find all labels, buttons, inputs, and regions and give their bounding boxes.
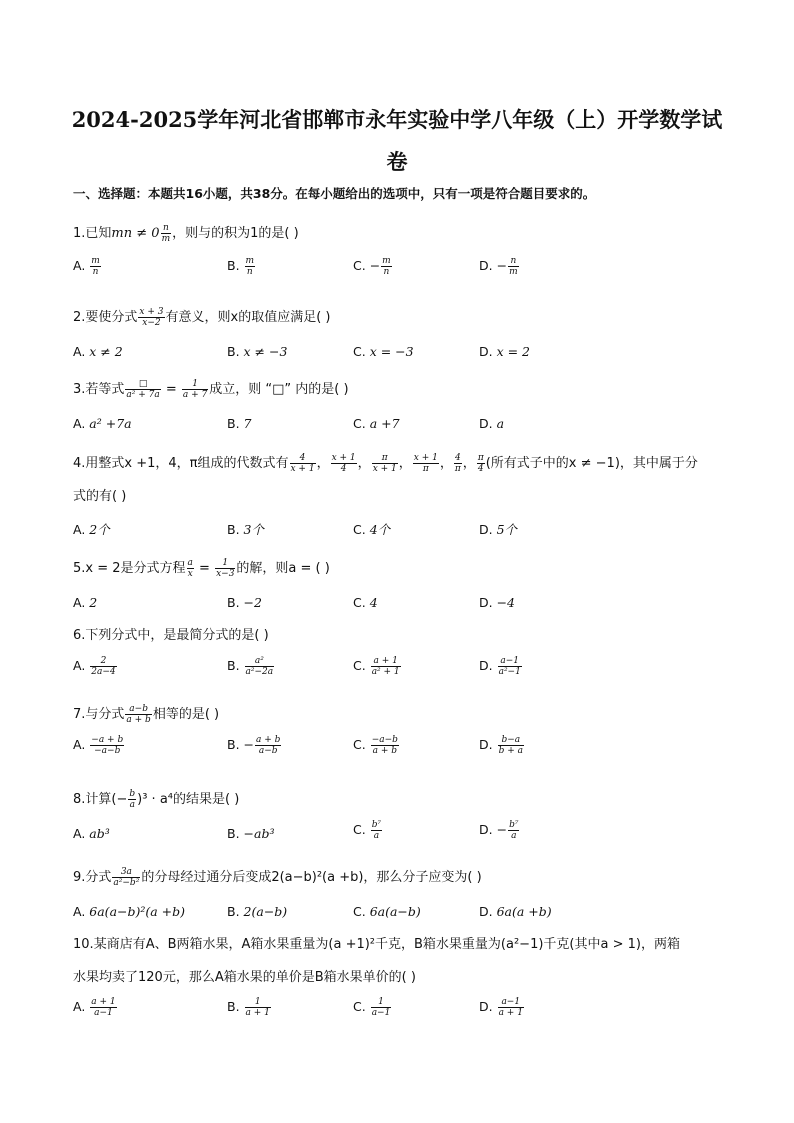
question-8-option-b[interactable] xyxy=(227,826,274,841)
question-4-stem-line2: 式的有( ) xyxy=(73,489,127,504)
option-value: 4个 xyxy=(369,522,391,537)
option-fraction-denominator: m xyxy=(509,267,518,277)
option-value: 2(a−b) xyxy=(243,904,288,919)
expression-fraction-denominator: x + 1 xyxy=(372,464,397,474)
question-1-option-c[interactable] xyxy=(353,256,393,277)
exam-title-line2: 卷 xyxy=(386,149,408,174)
expression-fraction xyxy=(331,453,357,474)
option-fraction-numerator: m xyxy=(245,256,255,266)
question-text: 的结果是( ) xyxy=(173,792,240,807)
option-fraction xyxy=(498,997,524,1018)
question-10-option-d[interactable] xyxy=(479,997,525,1018)
option-letter: A. xyxy=(73,658,90,673)
expression-fraction xyxy=(372,453,398,474)
question-text: 若等式 xyxy=(85,382,125,397)
option-letter: A. xyxy=(73,595,90,610)
option-letter: C. xyxy=(353,416,370,431)
option-letter: D. xyxy=(479,737,497,752)
question-number: 6. xyxy=(73,628,86,643)
option-letter: B. xyxy=(227,999,244,1014)
exam-title-line1: 2024-2025学年河北省邯郸市永年实验中学八年级（上）开学数学试 xyxy=(71,107,723,132)
question-5-option-a[interactable] xyxy=(73,595,97,610)
option-fraction xyxy=(371,656,401,677)
option-fraction xyxy=(371,735,399,756)
option-letter: D. xyxy=(479,658,497,673)
question-text: 要使分式 xyxy=(85,310,138,325)
option-fraction xyxy=(498,656,522,677)
question-1-option-a[interactable] xyxy=(73,256,102,277)
option-value: a² +7a xyxy=(89,416,132,431)
option-value: 2个 xyxy=(89,522,110,537)
question-text: 成立，则 “□” 内的是( ) xyxy=(209,382,349,397)
option-letter: C. xyxy=(353,658,370,673)
option-fraction-denominator: n xyxy=(246,267,253,277)
question-number: 2. xyxy=(73,310,86,325)
expression-fraction-numerator: π xyxy=(477,453,484,463)
separator: ， xyxy=(462,456,476,471)
option-value: a +7 xyxy=(369,416,400,431)
question-10-option-c[interactable] xyxy=(353,997,392,1018)
question-5-option-d[interactable] xyxy=(479,595,515,610)
option-value: x ≠ −3 xyxy=(243,344,288,359)
option-fraction-denominator: a−1 xyxy=(371,1008,391,1018)
question-text: 的积为1的是( ) xyxy=(211,226,299,241)
question-1-option-d[interactable] xyxy=(479,256,520,277)
question-fraction xyxy=(187,558,194,579)
option-fraction xyxy=(498,735,524,756)
question-fraction-numerator: 1 xyxy=(182,379,208,390)
option-value: ab³ xyxy=(89,826,110,841)
option-fraction-denominator: a−1 xyxy=(94,1008,113,1018)
question-fraction-numerator: a xyxy=(187,558,193,568)
option-sign: − xyxy=(243,737,255,752)
question-fraction xyxy=(215,558,235,579)
question-fraction-numerator: n xyxy=(161,223,172,234)
question-fraction xyxy=(128,789,136,810)
question-math: mn ≠ 0 xyxy=(111,226,160,241)
question-7-stem xyxy=(73,703,219,725)
question-5-stem xyxy=(73,557,330,579)
option-letter: D. xyxy=(479,416,497,431)
option-letter: D. xyxy=(479,258,497,273)
separator: ， xyxy=(439,456,453,471)
question-text: (所有式子中的x ≠ −1)，其中属于分 xyxy=(485,456,698,471)
question-2-option-b[interactable] xyxy=(227,344,287,359)
option-letter: A. xyxy=(73,344,90,359)
option-value: 4 xyxy=(369,595,378,610)
question-4-stem xyxy=(73,452,698,474)
option-fraction-numerator: a + b xyxy=(256,735,281,745)
question-fraction-numerator: x + 3 xyxy=(139,307,164,317)
option-fraction-numerator: a² xyxy=(245,656,275,667)
question-number: 9. xyxy=(73,870,86,885)
question-fraction xyxy=(125,704,151,725)
option-value: 2 xyxy=(89,595,98,610)
question-fraction-denominator: a + b xyxy=(126,715,151,725)
option-fraction-numerator: a + 1 xyxy=(91,997,116,1007)
option-fraction-numerator: b−a xyxy=(498,735,524,746)
expression-fraction xyxy=(413,453,439,474)
option-fraction-numerator: a + 1 xyxy=(371,656,401,667)
question-fraction-denominator: a² + 7a xyxy=(126,390,160,400)
question-8-option-c[interactable] xyxy=(353,820,383,841)
option-fraction-numerator: a−1 xyxy=(498,997,524,1008)
option-fraction-denominator: b + a xyxy=(498,746,523,756)
question-9-option-d[interactable] xyxy=(479,904,552,919)
option-letter: A. xyxy=(73,999,90,1014)
question-fraction-numerator: □ xyxy=(125,379,160,390)
question-fraction-numerator: 3a xyxy=(112,867,140,878)
option-letter: A. xyxy=(73,416,90,431)
option-fraction-numerator: m xyxy=(382,256,391,266)
question-number: 10. xyxy=(73,937,94,952)
question-7-option-c[interactable] xyxy=(353,735,400,756)
question-4-option-d[interactable] xyxy=(479,520,517,538)
expression-fraction xyxy=(477,453,485,474)
option-fraction-numerator: 2 xyxy=(90,656,116,667)
question-4-option-c[interactable] xyxy=(353,520,390,538)
option-fraction-numerator: n xyxy=(508,256,519,267)
option-letter: B. xyxy=(227,737,244,752)
question-fraction xyxy=(125,379,160,400)
option-value: 3个 xyxy=(243,522,264,537)
option-fraction-denominator: a + 1 xyxy=(245,1008,270,1018)
question-2-stem xyxy=(73,306,330,328)
question-4-option-a[interactable] xyxy=(73,520,110,538)
option-value: x = −3 xyxy=(369,344,414,359)
option-value: x = 2 xyxy=(496,344,531,359)
expression-fraction-numerator: 4 xyxy=(454,453,461,463)
option-fraction xyxy=(90,735,124,756)
expression-fraction-numerator: π xyxy=(372,453,398,464)
question-text: 相等的是( ) xyxy=(152,707,220,722)
option-fraction-denominator: a²−2a xyxy=(245,667,274,677)
option-fraction xyxy=(245,256,256,277)
option-fraction-denominator: 2a−4 xyxy=(91,667,116,677)
question-fraction-denominator: a + 7 xyxy=(182,390,208,400)
question-1-option-b[interactable] xyxy=(227,256,256,277)
question-text: = xyxy=(194,561,215,576)
expression-fraction xyxy=(290,453,316,474)
question-text: = xyxy=(161,382,181,397)
separator: ， xyxy=(398,456,412,471)
option-fraction-denominator: n xyxy=(383,267,390,277)
section-heading: 一、选择题：本题共16小题，共38分。在每小题给出的选项中，只有一项是符合题目要求的。 xyxy=(73,186,596,201)
question-fraction-denominator: a xyxy=(129,800,135,810)
option-fraction xyxy=(90,656,116,677)
expression-fraction-denominator: x + 1 xyxy=(290,464,315,474)
option-fraction xyxy=(381,256,392,277)
option-letter: B. xyxy=(227,522,244,537)
question-6-option-d[interactable] xyxy=(479,656,523,677)
option-sign: − xyxy=(496,822,508,837)
question-fraction-denominator: a²−b² xyxy=(113,878,140,888)
question-6-stem xyxy=(73,624,269,643)
question-5-option-b[interactable] xyxy=(227,595,262,610)
question-1-stem xyxy=(73,222,299,244)
option-letter: A. xyxy=(73,522,90,537)
question-fraction-numerator: a−b xyxy=(125,704,151,715)
question-number: 7. xyxy=(73,707,86,722)
option-fraction xyxy=(245,656,275,677)
option-fraction-denominator: −a−b xyxy=(94,746,121,756)
option-value: a xyxy=(496,416,505,431)
option-value: −4 xyxy=(496,595,516,610)
expression-fraction-numerator: x + 1 xyxy=(413,453,438,463)
question-fraction-denominator: x xyxy=(187,569,193,579)
option-fraction xyxy=(245,997,271,1018)
question-text: 计算(− xyxy=(85,792,128,807)
option-letter: B. xyxy=(227,258,244,273)
option-letter: C. xyxy=(353,344,370,359)
option-letter: C. xyxy=(353,595,370,610)
option-letter: D. xyxy=(479,822,497,837)
option-letter: C. xyxy=(353,522,370,537)
question-fraction-numerator: 1 xyxy=(215,558,235,569)
question-text: 用整式x +1，4，π组成的代数式有 xyxy=(85,456,289,471)
option-letter: B. xyxy=(227,416,244,431)
option-value: −2 xyxy=(243,595,262,610)
option-value: 7 xyxy=(243,416,252,431)
option-value: 5个 xyxy=(496,522,518,537)
option-letter: C. xyxy=(353,258,370,273)
question-text: 有意义，则x的取值应满足( ) xyxy=(165,310,331,325)
question-text: 某商店有A、B两箱水果，A箱水果重量为(a +1)²千克，B箱水果重量为(a²−1)千克(其中a > 1)，两箱 xyxy=(93,937,680,952)
option-fraction-numerator: 1 xyxy=(371,997,392,1008)
option-letter: B. xyxy=(227,344,244,359)
expression-fraction-denominator: 4 xyxy=(340,464,347,474)
option-fraction xyxy=(371,820,382,841)
question-fraction-denominator: x−2 xyxy=(142,318,161,328)
option-fraction-denominator: n xyxy=(92,267,99,277)
question-text: 分式 xyxy=(85,870,112,885)
question-2-option-c[interactable] xyxy=(353,344,414,359)
option-letter: B. xyxy=(227,595,244,610)
question-fraction-denominator: m xyxy=(161,234,171,244)
question-8-option-a[interactable] xyxy=(73,826,110,841)
option-letter: A. xyxy=(73,737,90,752)
expression-fraction-numerator: 4 xyxy=(290,453,316,464)
question-text: ，则与 xyxy=(172,226,212,241)
question-6-option-b[interactable] xyxy=(227,656,275,677)
option-fraction xyxy=(371,997,392,1018)
option-fraction xyxy=(90,997,116,1018)
option-letter: A. xyxy=(73,904,90,919)
option-letter: C. xyxy=(353,904,370,919)
question-7-option-a[interactable] xyxy=(73,735,125,756)
question-9-option-a[interactable] xyxy=(73,904,185,919)
question-fraction-denominator: x−3 xyxy=(216,569,235,579)
expression-fraction-denominator: π xyxy=(422,464,429,474)
question-8-option-d[interactable] xyxy=(479,820,520,841)
option-fraction-numerator: m xyxy=(91,256,100,266)
option-fraction-numerator: a−1 xyxy=(498,656,522,667)
question-text: 下列分式中，是最简分式的是( ) xyxy=(85,628,269,643)
question-3-option-d[interactable] xyxy=(479,416,504,431)
question-text: )³ · a⁴ xyxy=(137,792,173,807)
option-fraction-denominator: a xyxy=(373,831,380,841)
question-3-stem xyxy=(73,378,349,400)
question-fraction xyxy=(138,307,164,328)
option-value: 6a(a−b) xyxy=(369,904,421,919)
question-6-option-c[interactable] xyxy=(353,656,402,677)
expression-fraction xyxy=(454,453,462,474)
option-letter: D. xyxy=(479,904,497,919)
option-value: x ≠ 2 xyxy=(89,344,123,359)
question-9-stem xyxy=(73,866,482,888)
question-4-option-b[interactable] xyxy=(227,520,264,538)
question-fraction xyxy=(112,867,140,888)
option-letter: D. xyxy=(479,344,497,359)
option-value: −ab³ xyxy=(243,826,275,841)
question-9-option-c[interactable] xyxy=(353,904,421,919)
option-letter: D. xyxy=(479,595,497,610)
question-number: 8. xyxy=(73,792,86,807)
question-2-option-d[interactable] xyxy=(479,344,530,359)
question-10-option-b[interactable] xyxy=(227,997,272,1018)
expression-fraction-numerator: x + 1 xyxy=(331,453,356,463)
expression-fraction-denominator: 4 xyxy=(477,464,484,474)
option-value: 6a(a−b)²(a +b) xyxy=(89,904,186,919)
option-letter: D. xyxy=(479,999,497,1014)
option-sign: − xyxy=(496,258,508,273)
question-text: 的分母经过通分后变成2(a−b)²(a +b)，那么分子应变为( ) xyxy=(141,870,482,885)
question-7-option-d[interactable] xyxy=(479,735,525,756)
option-letter: B. xyxy=(227,658,244,673)
option-fraction xyxy=(508,256,519,277)
question-text: 的解，则a = ( ) xyxy=(236,561,330,576)
question-fraction xyxy=(182,379,208,400)
question-3-option-c[interactable] xyxy=(353,416,400,431)
question-9-option-b[interactable] xyxy=(227,904,287,919)
question-text: 与分式 xyxy=(85,707,125,722)
option-fraction-denominator: a² + 1 xyxy=(371,667,400,677)
option-fraction-denominator: a + b xyxy=(372,746,397,756)
option-letter: D. xyxy=(479,522,497,537)
question-8-stem xyxy=(73,788,239,810)
option-fraction-denominator: a²−1 xyxy=(498,667,521,677)
question-text: 已知 xyxy=(85,226,112,241)
question-3-option-b[interactable] xyxy=(227,416,251,431)
question-number: 1. xyxy=(73,226,86,241)
separator: ， xyxy=(357,456,371,471)
option-fraction-numerator: 1 xyxy=(245,997,271,1008)
question-2-option-a[interactable] xyxy=(73,344,123,359)
option-fraction-numerator: b⁷ xyxy=(371,820,382,830)
question-5-option-c[interactable] xyxy=(353,595,378,610)
question-number: 5. xyxy=(73,561,86,576)
question-fraction xyxy=(161,223,172,244)
question-6-option-a[interactable] xyxy=(73,656,118,677)
option-fraction xyxy=(255,735,281,756)
question-number: 4. xyxy=(73,456,86,471)
option-fraction-denominator: a + 1 xyxy=(498,1008,523,1018)
option-fraction-denominator: a−b xyxy=(258,746,278,756)
option-fraction-numerator: −a + b xyxy=(91,735,124,745)
question-10-stem xyxy=(73,933,680,952)
separator: ， xyxy=(316,456,330,471)
question-10-option-a[interactable] xyxy=(73,997,118,1018)
option-letter: C. xyxy=(353,999,370,1014)
question-7-option-b[interactable] xyxy=(227,735,282,756)
option-letter: B. xyxy=(227,904,244,919)
option-value: 6a(a +b) xyxy=(496,904,552,919)
option-letter: C. xyxy=(353,822,370,837)
option-fraction-numerator: −a−b xyxy=(371,735,398,745)
option-fraction-denominator: a xyxy=(511,831,517,841)
option-letter: B. xyxy=(227,826,244,841)
option-letter: C. xyxy=(353,737,370,752)
question-3-option-a[interactable] xyxy=(73,416,132,431)
question-10-stem-line2: 水果均卖了120元，那么A箱水果的单价是B箱水果单价的( ) xyxy=(73,970,416,985)
question-text: x = 2是分式方程 xyxy=(85,561,186,576)
option-fraction xyxy=(90,256,101,277)
option-letter: A. xyxy=(73,258,90,273)
expression-fraction-denominator: π xyxy=(454,464,461,474)
option-sign: − xyxy=(369,258,381,273)
question-number: 3. xyxy=(73,382,86,397)
option-letter: A. xyxy=(73,826,90,841)
question-fraction-numerator: b xyxy=(129,789,136,799)
option-fraction xyxy=(508,820,519,841)
option-fraction-numerator: b⁷ xyxy=(509,820,519,830)
